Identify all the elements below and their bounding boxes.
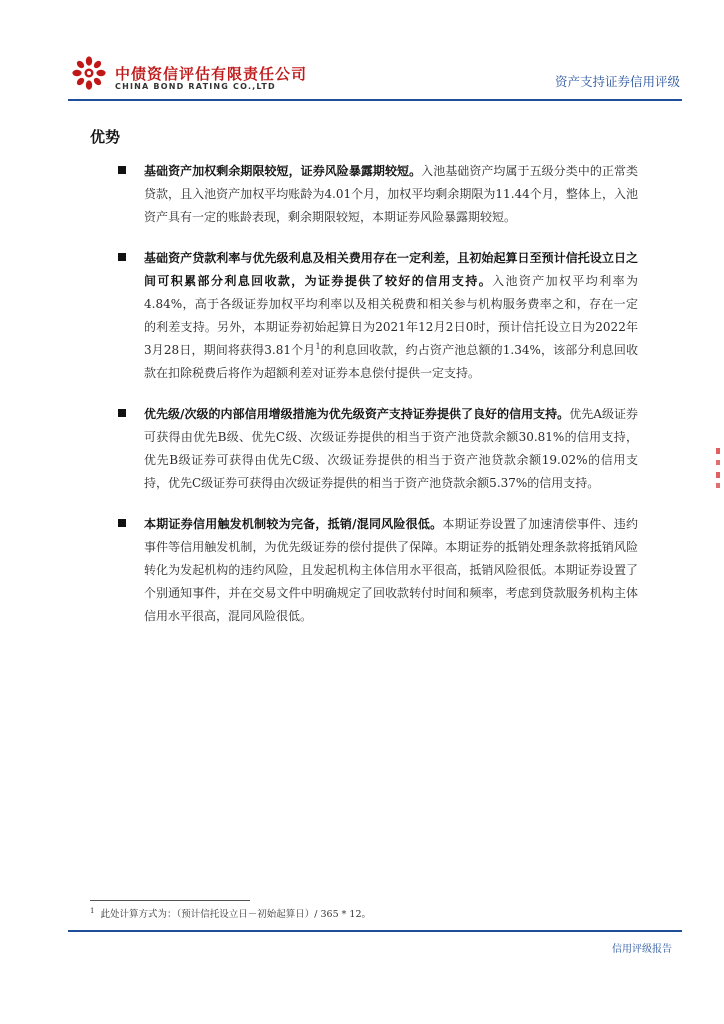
footnote-marker: 1 bbox=[90, 906, 95, 915]
list-item-text bbox=[144, 403, 638, 495]
footer-label: 信用评级报告 bbox=[612, 944, 672, 955]
header-divider bbox=[68, 99, 682, 101]
company-logo-icon bbox=[72, 56, 106, 90]
list-item-lead: 优先级/次级的内部信用增级措施为优先级资产支持证券提供了良好的信用支持。 bbox=[144, 407, 570, 421]
square-bullet-icon bbox=[118, 166, 126, 174]
company-name-cn: 中债资信评估有限责任公司 bbox=[115, 65, 308, 83]
footnote bbox=[90, 906, 371, 920]
list-item bbox=[118, 160, 638, 229]
square-bullet-icon bbox=[118, 519, 126, 527]
list-item-lead: 基础资产贷款利率与优先级利息及相关费用存在一定利差，且初始起算日至预计信托设立日之间可积累部分利息回收款，为证券提供了较好的信用支持。 bbox=[144, 251, 638, 288]
footnote-divider bbox=[90, 900, 250, 901]
list-item-lead: 基础资产加权剩余期限较短，证券风险暴露期较短。 bbox=[144, 164, 422, 178]
list-item bbox=[118, 247, 638, 385]
company-name-en: CHINA BOND RATING CO.,LTD bbox=[115, 82, 276, 91]
list-item-text bbox=[144, 513, 638, 628]
footnote-text: 此处计算方式为：（预计信托设立日－初始起算日）/ 365 * 12。 bbox=[100, 909, 371, 920]
strengths-list bbox=[118, 160, 638, 646]
list-item-body: 优先A级证券可获得由优先B级、优先C级、次级证券提供的相当于资产池贷款余额30.81%的信用支持，优先B级证券可获得由优先C级、次级证券提供的相当于资产池贷款余额19.02%的信用支持，优先C级证券可获得由次级证券提供的相当于资产池贷款余额5.37%的信用支持。 bbox=[144, 407, 638, 490]
list-item-text bbox=[144, 247, 638, 385]
list-item bbox=[118, 403, 638, 495]
list-item-body: 本期证券设置了加速清偿事件、违约事件等信用触发机制，为优先级证券的偿付提供了保障。本期证券的抵销处理条款将抵销风险转化为发起机构的违约风险，且发起机构主体信用水平很高，抵销风险很低。本期证券设置了个别通知事件，并在交易文件中明确规定了回收款转付时间和频率，考虑到贷款服务机构主体信用水平很高，混同风险很低。 bbox=[144, 517, 638, 623]
page-header bbox=[0, 0, 724, 110]
list-item-body-continued: 的利息回收款，约占资产池总额的1.34%，该部分利息回收款在扣除税费后将作为超额利差对证券本息偿付提供一定支持。 bbox=[144, 343, 638, 380]
list-item-body: 入池基础资产均属于五级分类中的正常类贷款，且入池资产加权平均账龄为4.01个月，加权平均剩余期限为11.44个月，整体上，入池资产具有一定的账龄表现，剩余期限较短，本期证券风险暴露期较短。 bbox=[144, 164, 638, 224]
square-bullet-icon bbox=[118, 253, 126, 261]
list-item-text bbox=[144, 160, 638, 229]
section-title: 优势 bbox=[90, 128, 121, 146]
footer-divider bbox=[68, 930, 682, 932]
list-item-body: 入池资产加权平均利率为4.84%，高于各级证券加权平均利率以及相关税费和相关参与机构服务费率之和，存在一定的利差支持。另外，本期证券初始起算日为2021年12月2日0时，预计信托设立日为2022年3月28日，期间将获得3.81个月 bbox=[144, 274, 638, 357]
square-bullet-icon bbox=[118, 409, 126, 417]
page-edge-stamp-icon bbox=[716, 448, 720, 490]
footnote-reference: 1 bbox=[315, 342, 321, 351]
list-item-lead: 本期证券信用触发机制较为完备，抵销/混同风险很低。 bbox=[144, 517, 443, 531]
list-item bbox=[118, 513, 638, 628]
report-type-label: 资产支持证券信用评级 bbox=[554, 74, 680, 89]
